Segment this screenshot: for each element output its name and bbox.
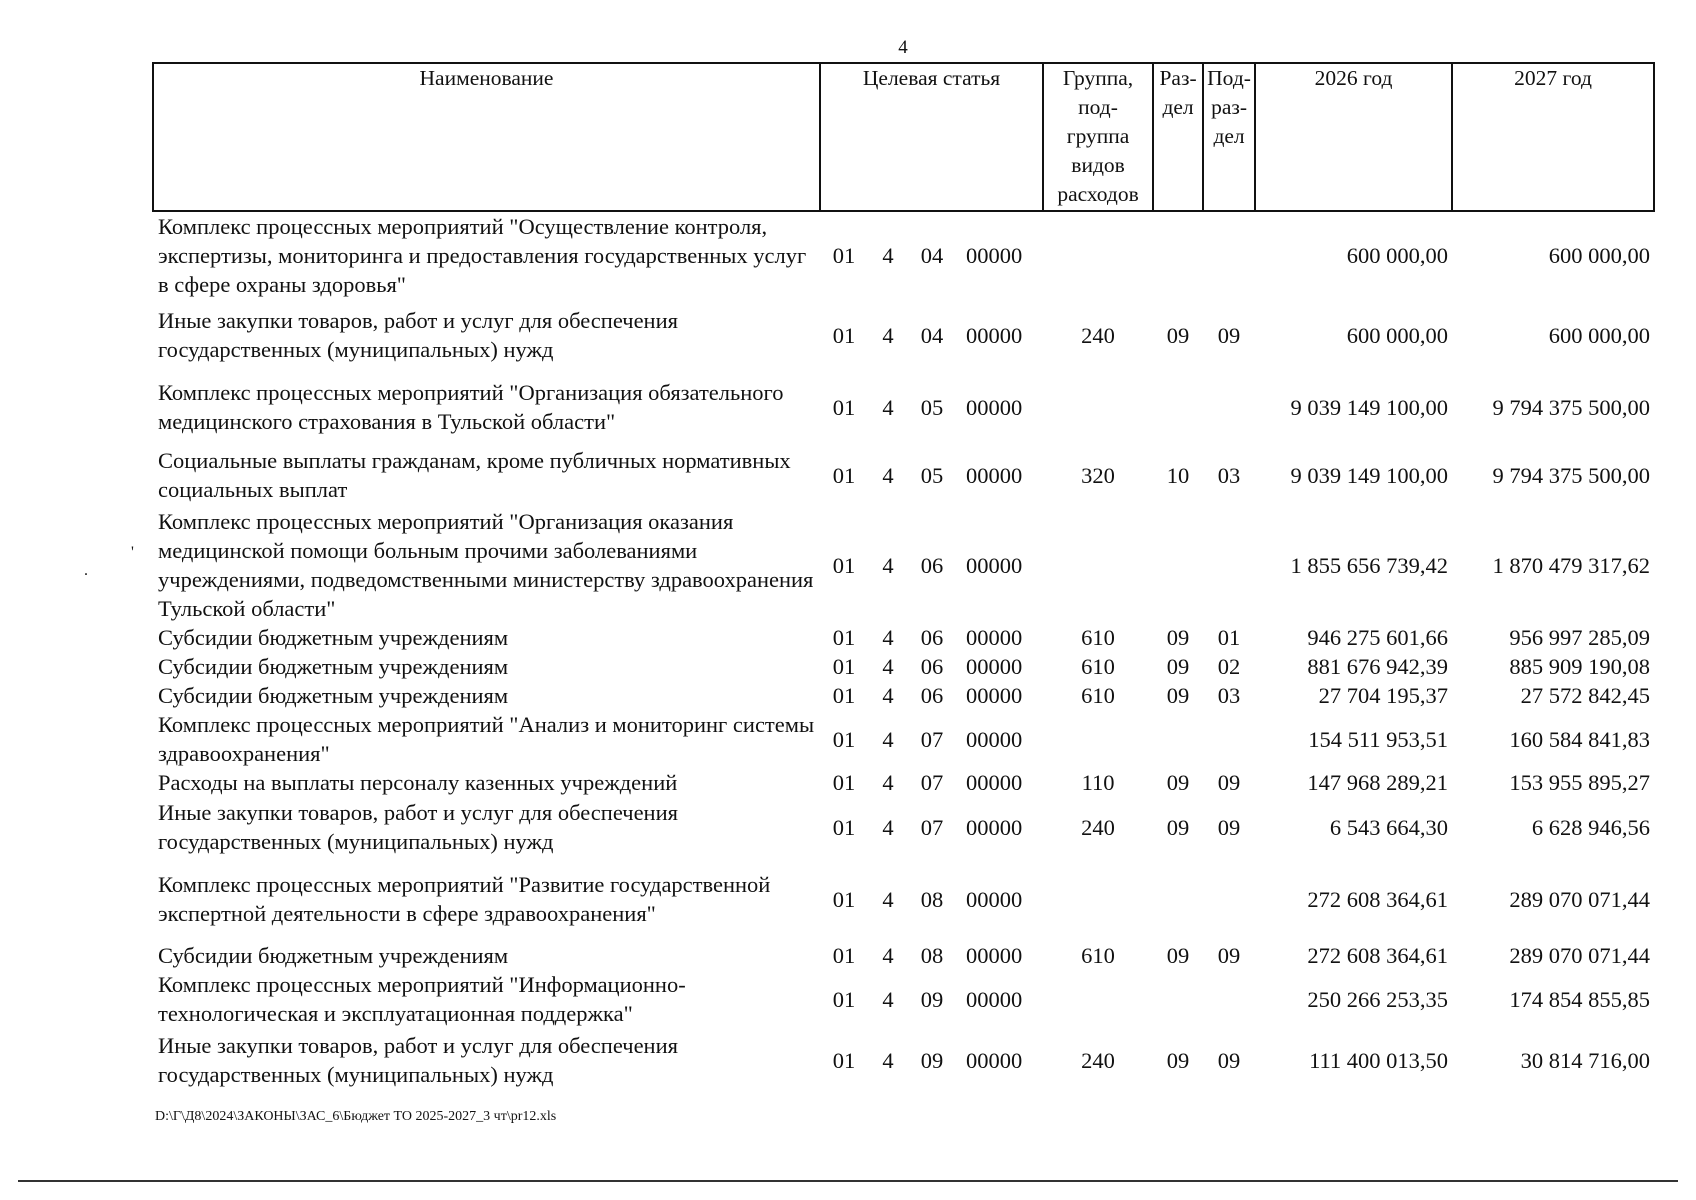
section-code: 09 (1166, 1047, 1190, 1073)
amount-2027: 885 909 190,08 (1509, 654, 1651, 679)
expense-group (1043, 857, 1153, 941)
target-code-program: 01 (832, 814, 856, 840)
section-code: 09 (1166, 625, 1190, 650)
target-code-type: 4 (882, 552, 894, 578)
target-code-type: 4 (882, 814, 894, 840)
target-code-type: 4 (882, 394, 894, 420)
expense-group: 320 (1081, 462, 1115, 488)
target-code-complex: 04 (920, 243, 944, 268)
target-code-direction: 00000 (966, 322, 1023, 348)
expense-group: 610 (1081, 654, 1115, 679)
header-year-2026: 2026 год (1255, 63, 1452, 211)
header-row (153, 63, 1654, 211)
target-code-complex: 05 (920, 462, 944, 488)
table-row (153, 507, 1654, 623)
header-target-article: Целевая статья (820, 63, 1043, 211)
header-line: под- (1078, 95, 1118, 119)
amount-2027: 30 814 716,00 (1520, 1047, 1651, 1073)
target-code-direction: 00000 (966, 986, 1023, 1012)
target-code-type: 4 (882, 683, 894, 708)
expense-group (1043, 507, 1153, 623)
amount-2026: 946 275 601,66 (1307, 625, 1449, 650)
expense-group (1043, 710, 1153, 768)
amount-2027: 289 070 071,44 (1509, 943, 1651, 968)
expense-group: 240 (1081, 1047, 1115, 1073)
row-name: Комплекс процессных мероприятий "Организация оказания медицинской помощи больным прочими заболеваниями учреждениями, подведомственными министерству здравоохранения Тульской области" (158, 509, 814, 621)
target-code-complex: 08 (920, 886, 944, 912)
target-code-type: 4 (882, 770, 894, 795)
amount-2026: 6 543 664,30 (1329, 814, 1449, 840)
target-code-direction: 00000 (966, 654, 1023, 679)
table-row (153, 768, 1654, 797)
row-name: Субсидии бюджетным учреждениям (158, 683, 509, 708)
target-code-program: 01 (832, 986, 856, 1012)
row-name: Расходы на выплаты персоналу казенных учреждений (158, 770, 678, 795)
header-year-2027: 2027 год (1452, 63, 1654, 211)
amount-2027: 9 794 375 500,00 (1492, 394, 1651, 420)
scan-mark: . (84, 562, 88, 579)
header-subsection (1203, 63, 1255, 211)
amount-2026: 272 608 364,61 (1307, 886, 1449, 912)
expense-group: 610 (1081, 683, 1115, 708)
table-row (153, 941, 1654, 970)
expense-group (1043, 371, 1153, 443)
target-code-direction: 00000 (966, 770, 1023, 795)
amount-2026: 9 039 149 100,00 (1290, 462, 1449, 488)
amount-2027: 1 870 479 317,62 (1492, 552, 1651, 578)
section-code: 09 (1166, 654, 1190, 679)
header-line: дел (1213, 124, 1245, 148)
row-name: Иные закупки товаров, работ и услуг для обеспечения государственных (муниципальных) нужд (158, 800, 678, 854)
target-code-type: 4 (882, 654, 894, 679)
target-code-complex: 06 (920, 654, 944, 679)
footer-file-path: D:\Г\Д8\2024\ЗАКОНЫ\ЗАС_6\Бюджет ТО 2025-2027_3 чт\pr12.xls (155, 1109, 557, 1124)
target-code-direction: 00000 (966, 683, 1023, 708)
section-code: 09 (1166, 683, 1190, 708)
row-name: Иные закупки товаров, работ и услуг для обеспечения государственных (муниципальных) нужд (158, 308, 678, 362)
subsection-code: 09 (1217, 322, 1241, 348)
amount-2026: 111 400 013,50 (1309, 1047, 1449, 1073)
target-code-complex: 09 (920, 986, 944, 1012)
subsection-code (1203, 857, 1255, 941)
target-code-program: 01 (832, 726, 856, 752)
header-line: раз- (1211, 95, 1248, 119)
table-row (153, 857, 1654, 941)
target-code-direction: 00000 (966, 943, 1023, 968)
subsection-code: 01 (1217, 625, 1241, 650)
target-code-complex: 07 (920, 770, 944, 795)
table-row (153, 652, 1654, 681)
section-code (1153, 507, 1203, 623)
section-code: 09 (1166, 943, 1190, 968)
scan-mark: ' (131, 544, 134, 561)
table-row (153, 371, 1654, 443)
table-row (153, 211, 1654, 299)
amount-2027: 174 854 855,85 (1509, 986, 1651, 1012)
row-name: Иные закупки товаров, работ и услуг для обеспечения государственных (муниципальных) нужд (158, 1033, 678, 1087)
section-code (1153, 371, 1203, 443)
target-code-direction: 00000 (966, 1047, 1023, 1073)
target-code-type: 4 (882, 943, 894, 968)
amount-2027: 27 572 842,45 (1520, 683, 1651, 708)
subsection-code: 09 (1217, 943, 1241, 968)
target-code-program: 01 (832, 1047, 856, 1073)
subsection-code (1203, 507, 1255, 623)
subsection-code: 09 (1217, 1047, 1241, 1073)
table-row (153, 623, 1654, 652)
header-line: расходов (1057, 182, 1139, 206)
amount-2026: 27 704 195,37 (1318, 683, 1449, 708)
target-code-type: 4 (882, 986, 894, 1012)
budget-table (152, 62, 1655, 1092)
row-name: Комплекс процессных мероприятий "Информационно-технологическая и эксплуатационная поддержка" (158, 972, 686, 1026)
page-number: 4 (898, 37, 908, 58)
row-name: Комплекс процессных мероприятий "Организация обязательного медицинского страхования в Тульской области" (158, 380, 784, 434)
subsection-code: 02 (1217, 654, 1241, 679)
target-code-program: 01 (832, 243, 856, 268)
target-code-complex: 09 (920, 1047, 944, 1073)
header-name: Наименование (153, 63, 820, 211)
header-section (1153, 63, 1203, 211)
amount-2027: 6 628 946,56 (1531, 814, 1651, 840)
amount-2026: 147 968 289,21 (1307, 770, 1449, 795)
expense-group: 240 (1081, 814, 1115, 840)
row-name: Социальные выплаты гражданам, кроме публичных нормативных социальных выплат (158, 448, 791, 502)
target-code-direction: 00000 (966, 726, 1023, 752)
row-name: Субсидии бюджетным учреждениям (158, 943, 509, 968)
row-name: Субсидии бюджетным учреждениям (158, 625, 509, 650)
target-code-type: 4 (882, 886, 894, 912)
header-expense-group (1043, 63, 1153, 211)
subsection-code (1203, 970, 1255, 1028)
target-code-complex: 05 (920, 394, 944, 420)
section-code (1153, 857, 1203, 941)
expense-group: 110 (1081, 770, 1115, 795)
section-code (1153, 970, 1203, 1028)
subsection-code (1203, 371, 1255, 443)
expense-group: 610 (1081, 625, 1115, 650)
target-code-program: 01 (832, 322, 856, 348)
header-line: дел (1162, 95, 1194, 119)
target-code-type: 4 (882, 462, 894, 488)
amount-2027: 160 584 841,83 (1509, 726, 1651, 752)
section-code: 09 (1166, 814, 1190, 840)
amount-2026: 154 511 953,51 (1308, 726, 1449, 752)
table-body (153, 211, 1654, 1092)
target-code-direction: 00000 (966, 552, 1023, 578)
section-code: 10 (1166, 462, 1190, 488)
amount-2027: 289 070 071,44 (1509, 886, 1651, 912)
amount-2027: 153 955 895,27 (1509, 770, 1651, 795)
subsection-code (1203, 211, 1255, 299)
target-code-complex: 08 (920, 943, 944, 968)
table-row (153, 681, 1654, 710)
target-code-direction: 00000 (966, 394, 1023, 420)
target-code-complex: 07 (920, 814, 944, 840)
target-code-direction: 00000 (966, 462, 1023, 488)
target-code-complex: 07 (920, 726, 944, 752)
target-code-program: 01 (832, 462, 856, 488)
target-code-type: 4 (882, 1047, 894, 1073)
target-code-program: 01 (832, 654, 856, 679)
amount-2026: 250 266 253,35 (1307, 986, 1449, 1012)
amount-2027: 600 000,00 (1548, 322, 1651, 348)
section-code (1153, 211, 1203, 299)
target-code-type: 4 (882, 625, 894, 650)
subsection-code: 09 (1217, 814, 1241, 840)
target-code-program: 01 (832, 683, 856, 708)
target-code-type: 4 (882, 322, 894, 348)
target-code-program: 01 (832, 625, 856, 650)
table-row (153, 797, 1654, 857)
header-line: Группа, (1062, 66, 1134, 90)
target-code-program: 01 (832, 886, 856, 912)
header-line: Под- (1207, 66, 1251, 90)
table-row (153, 710, 1654, 768)
amount-2026: 9 039 149 100,00 (1290, 394, 1449, 420)
subsection-code (1203, 710, 1255, 768)
amount-2026: 881 676 942,39 (1307, 654, 1449, 679)
table-row (153, 299, 1654, 371)
expense-group: 240 (1081, 322, 1115, 348)
section-code: 09 (1166, 322, 1190, 348)
expense-group: 610 (1081, 943, 1115, 968)
header-line: группа (1066, 124, 1130, 148)
table-row (153, 970, 1654, 1028)
subsection-code: 03 (1217, 683, 1241, 708)
section-code: 09 (1166, 770, 1190, 795)
expense-group (1043, 211, 1153, 299)
bottom-divider (18, 1180, 1678, 1182)
target-code-direction: 00000 (966, 243, 1023, 268)
amount-2026: 272 608 364,61 (1307, 943, 1449, 968)
amount-2027: 956 997 285,09 (1509, 625, 1651, 650)
amount-2027: 9 794 375 500,00 (1492, 462, 1651, 488)
row-name: Комплекс процессных мероприятий "Осуществление контроля, экспертизы, мониторинга и предоставления государственных услуг в сфере охраны здоровья" (158, 214, 807, 297)
amount-2026: 1 855 656 739,42 (1290, 552, 1449, 578)
section-code (1153, 710, 1203, 768)
amount-2026: 600 000,00 (1346, 322, 1449, 348)
header-line: видов (1071, 153, 1125, 177)
table-row (153, 443, 1654, 507)
row-name: Комплекс процессных мероприятий "Развитие государственной экспертной деятельности в сфере здравоохранения" (158, 872, 771, 926)
target-code-program: 01 (832, 770, 856, 795)
expense-group (1043, 970, 1153, 1028)
amount-2026: 600 000,00 (1346, 243, 1449, 268)
header-line: Раз- (1159, 66, 1197, 90)
target-code-type: 4 (882, 243, 894, 268)
target-code-complex: 06 (920, 683, 944, 708)
row-name: Субсидии бюджетным учреждениям (158, 654, 509, 679)
target-code-program: 01 (832, 552, 856, 578)
amount-2027: 600 000,00 (1548, 243, 1651, 268)
target-code-direction: 00000 (966, 625, 1023, 650)
target-code-complex: 04 (920, 322, 944, 348)
subsection-code: 09 (1217, 770, 1241, 795)
target-code-program: 01 (832, 394, 856, 420)
table-row (153, 1028, 1654, 1092)
target-code-direction: 00000 (966, 886, 1023, 912)
target-code-program: 01 (832, 943, 856, 968)
subsection-code: 03 (1217, 462, 1241, 488)
target-code-complex: 06 (920, 625, 944, 650)
target-code-complex: 06 (920, 552, 944, 578)
target-code-direction: 00000 (966, 814, 1023, 840)
row-name: Комплекс процессных мероприятий "Анализ и мониторинг системы здравоохранения" (158, 712, 815, 766)
target-code-type: 4 (882, 726, 894, 752)
